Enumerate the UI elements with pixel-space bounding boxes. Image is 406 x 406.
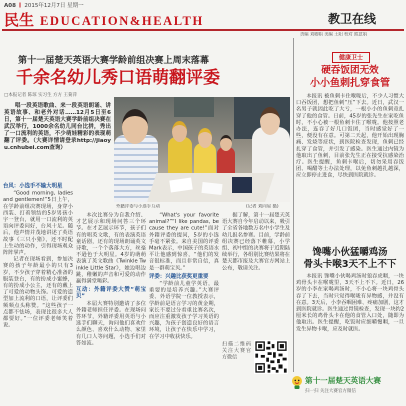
photo-child-yellow-1-head — [172, 121, 187, 142]
photo-child-red-head — [220, 135, 232, 151]
paragraph: “What's your favorite animal?”“I like pandas, because they are cute!”面对外籍评委的提问，5岁的小选手毫不紧张。来自美国的评委Mark表示，中国孩子的英语水平让他感到惊喜，“他们的发音很标准，而且非常自信，真是一群萌宝贝。” — [149, 212, 219, 271]
intro-paragraph: 唱一段英语歌曲、来一段英语朗诵、讲英语故事、和老外对话……12月5日至6日，第十一届楚天英语大赛学龄前组决赛在武汉举行，1000余名幼儿同台比拼，秀出了一口流利的英语，不少萌娃精彩的表现萌翻了评委。（大赛详情请登录http://jiaoyu.cnhubei.com查询） — [4, 102, 111, 151]
story-kicker: 第十一届楚天英语大赛学龄前组决赛上周末落幕 — [18, 56, 209, 66]
section-title: 民生 — [4, 11, 35, 29]
paragraph: “学龄前儿童学英语，最重要的是培养兴趣。”大赛评委、外语学院一位教授表示，学龄前是语言学习的黄金期，家长不要过分看重比赛名次，而应注重激发孩子学习英语的兴趣，为孩子创造良好的语言环境，让孩子在快乐中学习，在学习中收获快乐。 — [149, 280, 219, 340]
photo-child-yellow-2-head — [198, 128, 212, 148]
story-byline — [4, 92, 112, 100]
sidebar-article1-title-line2: 小小鱼刺扎穿食管 — [310, 78, 390, 89]
sidebar-label: 健康卫士 — [338, 54, 363, 61]
paragraph: 据了解，第十一届楚天英语大赛自今年启动以来，吸引了全省各地数万名中小学生及幼儿报名参赛。目前，学龄前组决赛已经落下帷幕，小学组、初中组的决赛将于近期陆续举行，各组别比赛结果将在楚天都市报及大赛官方网站上公布，敬请关注。 — [222, 212, 290, 271]
qr-code-icon[interactable] — [254, 340, 288, 374]
paragraph: 记者在现场看到，参加决赛的孩子年龄最小的只有3岁，不少孩子穿着精心准备的服装登台，有的扮成小蜜蜂，有的扮成小公主，还有的戴上了可爱的动物头饰。可爱的造型加上流利的口语，让评委们频频点头称赞。“这些孩子一点都不怯场，表现比很多大人都要好。”一位评委老师笑着说。 — [3, 256, 73, 329]
editor-credits-text: 责编 刘卿娟 美编 王阳 校对 熊意娟 — [300, 32, 367, 37]
editor-credits — [300, 32, 404, 38]
cartoon-mascot-icon — [290, 374, 304, 388]
photo-caption-row — [116, 204, 290, 210]
qr-code-graphic — [254, 340, 288, 374]
page-date: 2015年12月7日 星期一 — [24, 2, 84, 9]
contest-logo-name: 第十一届楚天英语大赛 — [305, 376, 381, 385]
section-heading-interaction: 互动：外籍评委大赞“萌宝贝” — [76, 286, 146, 300]
channel-title: 教卫在线 — [328, 12, 377, 26]
paragraph: 本次比赛分为自我介绍、才艺展示和现场问答三个环节。在才艺展示环节，孩子们有的唱英文歌，有的表演英语童话剧，还有的现场朗诵英文诗歌，一个个落落大方，丝毫不逊色于大明星。4岁的萌萌表演了英文歌曲《Twinkle Twinkle Little Star》，她边唱边跳，稚嫩的声音和可爱的动作赢得满堂喝彩。 — [76, 212, 146, 285]
page-number: A08 — [4, 2, 16, 9]
contest-logo-note-text: 扫一扫 关注大赛官方微信 — [305, 388, 356, 394]
separator — [20, 3, 21, 8]
story-photo — [114, 97, 290, 202]
sidebar-article2-body — [296, 273, 404, 371]
byline-text: □本报记者 陈琼 实习生 方方 王菊萍 — [4, 92, 77, 98]
header-rule — [2, 29, 404, 31]
photo-judge-head — [260, 107, 280, 135]
photo-paper-2 — [201, 182, 222, 195]
paragraph: 本报讯 被鱼刺卡住喉咙后，不少人习惯大口吞饭团，想把鱼刺“压”下去。近日，武汉一名男子就因此吃了大亏，一根小小的鱼刺竟扎穿了他的食管。日前，45岁的张先生在家吃鱼时，不小心被一根鱼刺卡住了喉咙。他按照老办法，连吞了好几口饭团，当时感觉好了一些，便没有在意。可第二天起，他开始出现胸痛、发烧等症状，到医院检查发现，鱼刺已经扎穿了食管，并引发了感染。医生通过内镜为他取出了鱼刺，目前张先生正在接受抗感染治疗。医生提醒，鱼刺卡喉后，切勿采用吞饭团、喝醋等土办法处理，以免鱼刺越扎越深，应立即停止进食，尽快到医院就诊。 — [296, 93, 404, 179]
sidebar-article1-body — [296, 93, 404, 243]
qr-note-text: 扫描二维码关注大赛官方微信 — [222, 341, 251, 360]
story-column-4 — [222, 212, 290, 336]
story-column-2 — [76, 212, 146, 404]
contest-logo-note — [305, 388, 401, 395]
story-column-3 — [149, 212, 219, 404]
sidebar-label-box — [332, 52, 370, 63]
page-info — [4, 2, 104, 10]
column-divider — [293, 38, 294, 372]
photo-child-left-head — [122, 109, 148, 144]
story-headline: 千余名幼儿秀口语萌翻评委 — [16, 68, 220, 88]
photo-credit: (记者 刘向星 摄) — [246, 204, 279, 209]
photo-caption: 外籍评委与小选手互动 — [116, 204, 160, 209]
story-column-1 — [3, 181, 73, 404]
sidebar-article1-title-line1: 硬吞饭团无效 — [321, 65, 379, 76]
section-heading-stage: 台风：小选手不输大明星 — [3, 182, 63, 189]
story-intro — [4, 102, 111, 179]
section-title-english: EDUCATION&HEALTH — [40, 14, 204, 28]
sidebar-article2-title-line1: 馋嘴小伙猛嚼鸡汤 — [312, 247, 388, 258]
paragraph: “Good morning, ladies and gentlemen!”5日上午，在学龄前组决赛现场，身穿小西装、打着领结的5岁男孩小宇一登台，就用一口流利的英语向评委问好，台风十足。随后，他声情并茂地讲述了英语故事《三只小猪》，还不时配上生动的动作，引得现场观众阵阵掌声。 — [3, 190, 73, 256]
photo-wall-panel — [174, 97, 214, 117]
photo-child-yellow-1 — [168, 137, 192, 175]
sidebar-article2-title-line2: 骨头卡喉3天不上不下 — [303, 259, 397, 270]
paragraph: 本届大赛特别邀请了多位外籍老师担任评委。在现场问答环节，外籍评委用英语与小选手们聊天，询问他们喜欢什么颜色、喜欢什么动物、家里有几口人等问题，小选手们对答如流。 — [76, 300, 146, 346]
qr-note — [222, 341, 251, 401]
photo-blue-book — [232, 177, 252, 193]
paragraph: 本报讯 馋嘴小伙喝鸡汤时狼吞虎咽，一块鸡骨头卡在喉咙里，3天不上不下。近日，26岁的小李在家喝鸡汤时，不小心将一块鸡骨头吞了下去，当时只觉得喉咙有异物感，并没有在意。3天后，小李吞咽困难、疼痛加剧，这才到医院就诊。医生通过胃镜检查，发现一块约2厘米长的鸡骨头卡在他的食管入口处，随即为他取出。医生提醒，吃饭时应细嚼慢咽，一旦发生异物卡喉，应及时就医。 — [296, 273, 404, 332]
section-heading-judges: 评委：兴趣比获奖更重要 — [149, 272, 209, 280]
